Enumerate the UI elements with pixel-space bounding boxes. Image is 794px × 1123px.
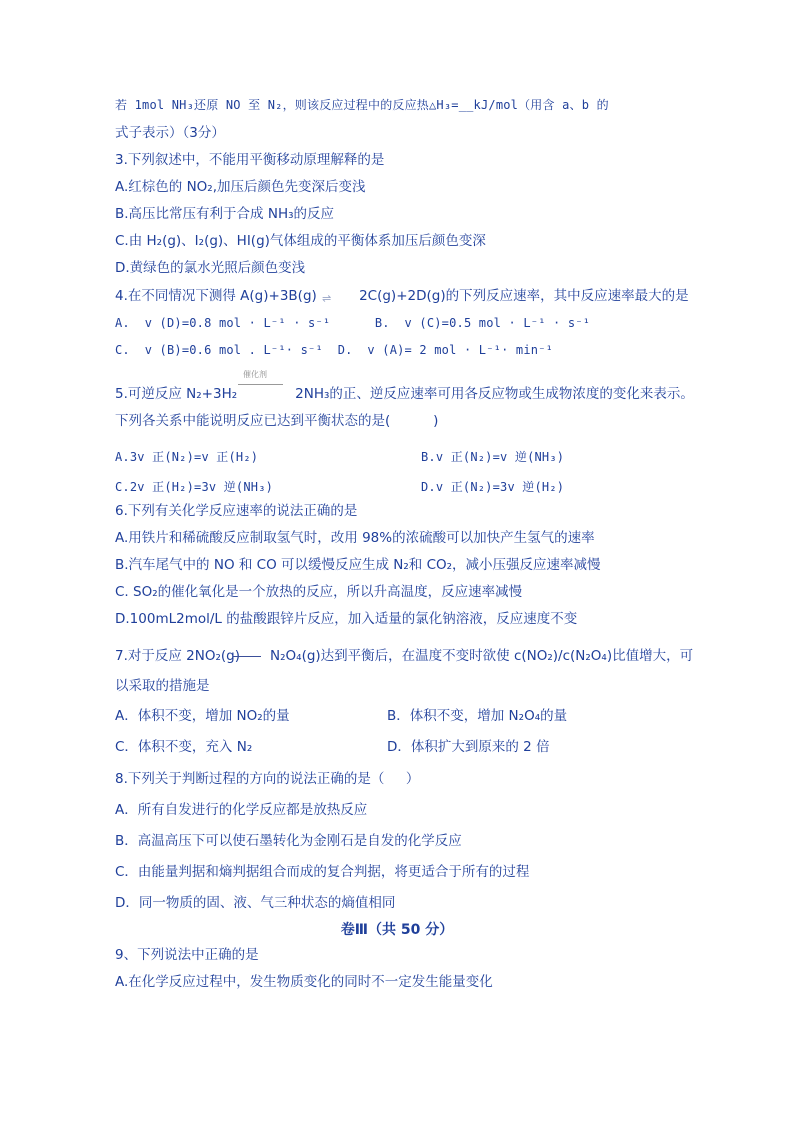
q7-option-c: C．体积不变，充入 N₂ <box>115 739 253 755</box>
q3-option-d: D.黄绿色的氯水光照后颜色变浅 <box>115 260 306 276</box>
q5-option-b: B.v 正(N₂)=v 逆(NH₃) <box>421 450 565 464</box>
q5-option-d: D.v 正(N₂)=3v 逆(H₂) <box>421 480 565 494</box>
q4-stem-pre: 4.在不同情况下测得 A(g)+3B(g) <box>115 288 322 304</box>
q7-option-a: A．体积不变，增加 NO₂的量 <box>115 708 290 724</box>
equilibrium-arrow-icon: ⇌ <box>322 292 332 305</box>
q3-option-a: A.红棕色的 NO₂,加压后颜色先变深后变浅 <box>115 179 366 195</box>
q6-stem: 6.下列有关化学反应速率的说法正确的是 <box>115 503 358 519</box>
q4-stem <box>115 287 689 305</box>
q5-stem-post: 2NH₃的正、逆反应速率可用各反应物或生成物浓度的变化来表示。 <box>295 386 694 402</box>
q5-stem-pre: 5.可逆反应 N₂+3H₂ <box>115 386 238 402</box>
q3-stem: 3.下列叙述中，不能用平衡移动原理解释的是 <box>115 152 385 168</box>
q6-option-c: C. SO₂的催化氧化是一个放热的反应，所以升高温度，反应速率减慢 <box>115 584 523 600</box>
q9-option-a: A.在化学反应过程中，发生物质变化的同时不一定发生能量变化 <box>115 974 493 990</box>
q5-option-c: C.2v 正(H₂)=3v 逆(NH₃) <box>115 480 274 494</box>
q7-option-b: B．体积不变，增加 N₂O₄的量 <box>387 708 568 724</box>
q9-stem: 9、下列说法中正确的是 <box>115 947 259 963</box>
q7-stem-post: N₂O₄(g)达到平衡后，在温度不变时欲使 c(NO₂)/c(N₂O₄)比值增大，可 <box>270 648 694 664</box>
q7-stem-pre: 7.对于反应 2NO₂(g) <box>115 648 241 664</box>
line-reaction-heat: 若 1mol NH₃还原 NO 至 N₂，则该反应过程中的反应热△H₃=__kJ/mol（用含 a、b 的 <box>115 98 609 112</box>
q6-option-d: D.100mL2mol/L 的盐酸跟锌片反应，加入适量的氯化钠溶液，反应速度不变 <box>115 611 578 627</box>
q8-option-d: D．同一物质的固、液、气三种状态的熵值相同 <box>115 895 396 911</box>
q6-option-b: B.汽车尾气中的 NO 和 CO 可以缓慢反应生成 N₂和 CO₂，减小压强反应速率减慢 <box>115 557 601 573</box>
q5-stem <box>115 385 694 403</box>
section-heading: 卷Ⅲ（共 50 分） <box>340 922 454 938</box>
q3-option-b: B.高压比常压有利于合成 NH₃的反应 <box>115 206 335 222</box>
reaction-line <box>233 656 261 657</box>
q7-question: 以采取的措施是 <box>115 678 210 694</box>
q4-options-cd: C. v (B)=0.6 mol . L⁻¹· s⁻¹ D. v (A)= 2 mol · L⁻¹· min⁻¹ <box>115 343 554 357</box>
q5-question: 下列各关系中能说明反应已达到平衡状态的是( ) <box>115 413 439 429</box>
line-expression: 式子表示）（3分） <box>115 125 225 141</box>
q8-option-c: C．由能量判据和熵判据组合而成的复合判据，将更适合于所有的过程 <box>115 864 530 880</box>
q5-option-a: A.3v 正(N₂)=v 正(H₂) <box>115 450 259 464</box>
q3-option-c: C.由 H₂(g)、I₂(g)、HI(g)气体组成的平衡体系加压后颜色变深 <box>115 233 486 249</box>
q4-stem-post: 2C(g)+2D(g)的下列反应速率，其中反应速率最大的是 <box>359 288 689 304</box>
q6-option-a: A.用铁片和稀硫酸反应制取氢气时，改用 98%的浓硫酸可以加快产生氢气的速率 <box>115 530 595 546</box>
catalyst-label: 催化剂 <box>243 370 267 379</box>
q7-option-d: D．体积扩大到原来的 2 倍 <box>387 739 550 755</box>
q4-options-ab: A. v (D)=0.8 mol · L⁻¹ · s⁻¹ B. v (C)=0.5 mol · L⁻¹ · s⁻¹ <box>115 316 591 330</box>
q8-option-b: B．高温高压下可以使石墨转化为金刚石是自发的化学反应 <box>115 833 462 849</box>
q8-stem: 8.下列关于判断过程的方向的说法正确的是（ ） <box>115 771 420 787</box>
q8-option-a: A．所有自发进行的化学反应都是放热反应 <box>115 802 368 818</box>
q7-stem <box>115 647 693 665</box>
